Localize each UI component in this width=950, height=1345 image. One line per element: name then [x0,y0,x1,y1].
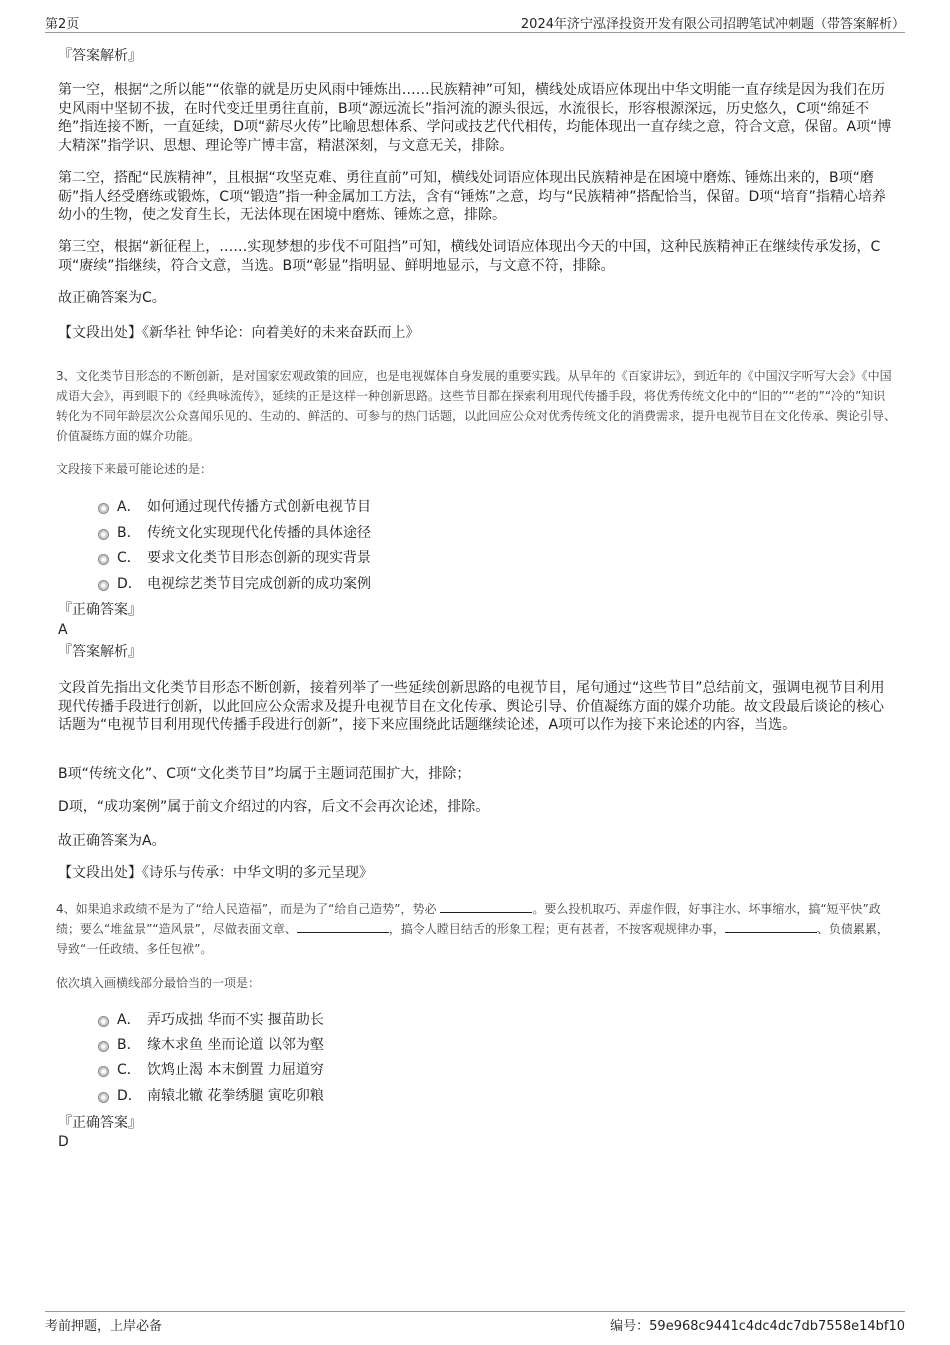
radio-icon[interactable] [98,503,109,514]
question-4-prompt: 依次填入画横线部分最恰当的一项是： [56,976,261,990]
correct-answer: A [58,622,68,638]
fill-blank [297,920,389,933]
page-footer [45,1311,905,1336]
option-c[interactable]: C． 饮鸩止渴 本末倒置 力屈道穷 [98,1059,324,1079]
document-title: 2024年济宁泓泽投资开发有限公司招聘笔试冲刺题（带答案解析） [520,17,905,32]
fill-blank [440,900,532,913]
question-3-text: 3、文化类节目形态的不断创新，是对国家宏观政策的回应，也是电视媒体自身发展的重要实践。从早年的《百家讲坛》，到近年的《中国汉字听写大会》《中国成语大会》，再到眼下的《经典咏流传》，延续的正是这样一种创新思路。这些节目都在探索利用现代传播手段，将优秀传统文化中的“旧的”“老的”“冷的”知识转化为不同年龄层次公众喜闻乐见的、生动的、鲜活的、可参与的热门话题，以此回应公众对优秀传统文化的消费需求，提升电视节目在文化传承、舆论引导、价值凝练方面的媒介功能。 [56,369,897,443]
option-c[interactable]: C． 要求文化类节目形态创新的现实背景 [98,547,371,567]
option-a[interactable]: A． 弄巧成拙 华而不实 揠苗助长 [98,1009,324,1029]
footer-slogan: 考前押题，上岸必备 [45,1319,163,1334]
answer-conclusion: 故正确答案为A。 [58,833,166,849]
radio-icon[interactable] [98,1066,109,1077]
fill-blank [725,920,817,933]
answer-conclusion: 故正确答案为C。 [58,290,166,306]
option-d[interactable]: D． 电视综艺类节目完成创新的成功案例 [98,573,371,593]
option-d[interactable]: D． 南辕北辙 花拳绣腿 寅吃卯粮 [98,1085,324,1105]
option-b[interactable]: B． 传统文化实现现代化传播的具体途径 [98,522,371,542]
analysis-paragraph: B项“传统文化”、C项“文化类节目”均属于主题词范围扩大，排除； [58,766,471,782]
correct-answer: D [58,1134,69,1150]
radio-icon[interactable] [98,1041,109,1052]
analysis-paragraph: D项，“成功案例”属于前文介绍过的内容，后文不会再次论述，排除。 [58,799,490,815]
analysis-paragraph: 第一空，根据“之所以能”“依靠的就是历史风雨中锤炼出……民族精神”可知，横线处成语应体现出中华文明能一直存续是因为我们在历史风雨中坚韧不拔，在时代变迁里勇往直前，B项“源远流长”指河流的源头很远，水流很长，形容根源深远，历史悠久，C项“绵延不绝”指连接不断，一直延续，D项“薪尽火传”比喻思想体系、学问或技艺代代相传，均能体现出一直存续之意，符合文意，保留。A项“博大精深”指学识、思想、理论等广博丰富，精湛深刻，与文意无关，排除。 [58,82,892,154]
analysis-paragraph: 第二空，搭配“民族精神”，且根据“攻坚克难、勇往直前”可知，横线处词语应体现出民族精神是在困境中磨炼、锤炼出来的，B项“磨砺”指人经受磨练或锻炼，C项“锻造”指一种金属加工方法，含有“锤炼”之意，均与“民族精神”搭配恰当，保留。D项“培育”指精心培养幼小的生物，使之发育生长，无法体现在困境中磨炼、锤炼之意，排除。 [58,170,886,223]
radio-icon[interactable] [98,529,109,540]
source-citation: 【文段出处】《诗乐与传承：中华文明的多元呈现》 [58,865,373,881]
correct-answer-label: 『正确答案』 [58,602,142,618]
analysis-label: 『答案解析』 [58,644,142,660]
document-id: 编号：59e968c9441c4dc4dc7db7558e14bf10 [610,1319,905,1334]
option-a[interactable]: A． 如何通过现代传播方式创新电视节目 [98,496,371,516]
page-number: 第2页 [45,17,80,32]
radio-icon[interactable] [98,1016,109,1027]
analysis-label: 『答案解析』 [58,48,142,64]
question-3-prompt: 文段接下来最可能论述的是： [56,462,213,476]
source-citation: 【文段出处】《新华社 钟华论：向着美好的未来奋跃而上》 [58,325,420,341]
radio-icon[interactable] [98,1092,109,1103]
option-b[interactable]: B． 缘木求鱼 坐而论道 以邻为壑 [98,1034,324,1054]
radio-icon[interactable] [98,580,109,591]
analysis-paragraph: 文段首先指出文化类节目形态不断创新，接着列举了一些延续创新思路的电视节目，尾句通过“这些节目”总结前文，强调电视节目利用现代传播手段进行创新，以此回应公众需求及提升电视节目在文化传承、舆论引导、价值凝练方面的媒介功能。故文段最后谈论的核心话题为“电视节目利用现代传播手段进行创新”，接下来应围绕此话题继续论述，A项可以作为接下来论述的内容，当选。 [58,680,885,733]
question-4-text: 4、如果追求政绩不是为了“给人民造福”，而是为了“给自己造势”，势必 。要么投机取巧、弄虚作假，好事注水、坏事缩水，搞“短平快”政绩；要么“堆盆景”“造风景”，尽做表面文章、 ，搞令人瞠目结舌的形象工程；更有甚者，不按客观规律办事， 、负债累累，导致“一任政绩、多任包袱”。 [56,902,889,956]
page-header [45,12,905,33]
radio-icon[interactable] [98,554,109,565]
analysis-paragraph: 第三空，根据“新征程上，……实现梦想的步伐不可阻挡”可知，横线处词语应体现出今天的中国，这种民族精神正在继续传承发扬，C项“赓续”指继续，符合文意，当选。B项“彰显”指明显、鲜明地显示，与文意不符，排除。 [58,239,881,274]
correct-answer-label: 『正确答案』 [58,1115,142,1131]
